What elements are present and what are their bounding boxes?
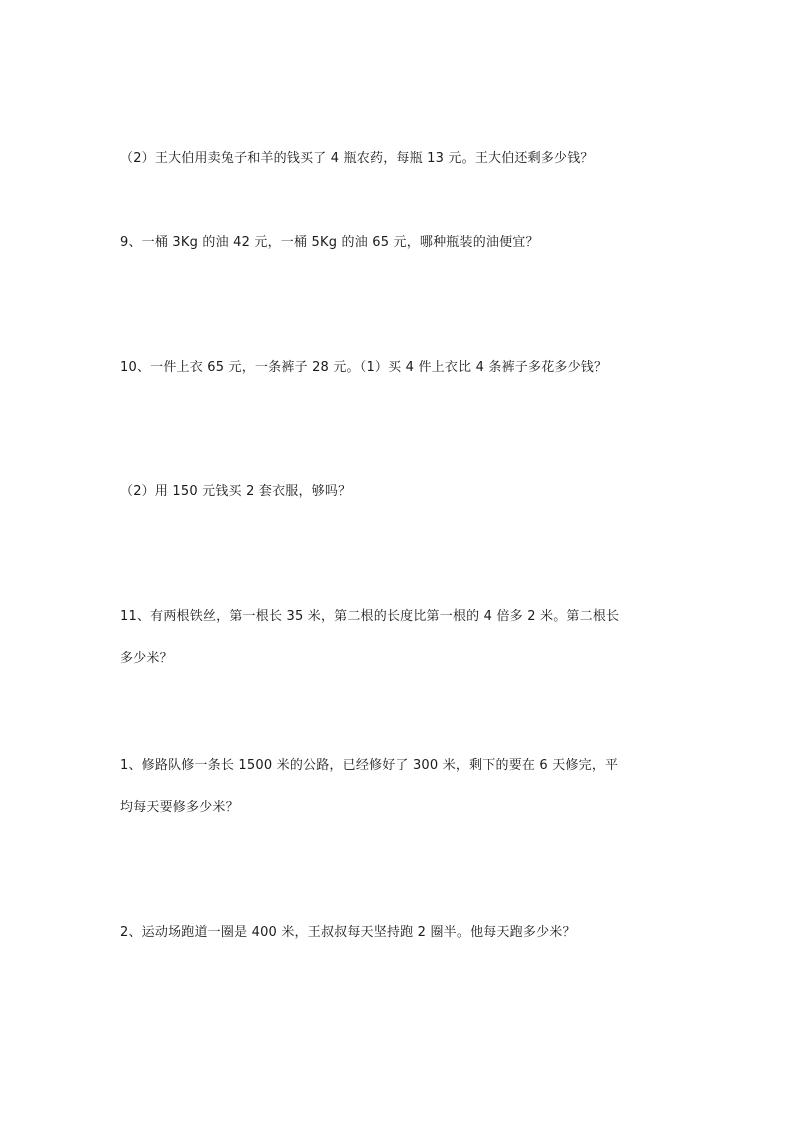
problem-1-line-1: 1、修路队修一条长 1500 米的公路，已经修好了 300 米，剩下的要在 6 天修完，平 xyxy=(120,758,619,773)
question-11-line-1: 11、有两根铁丝，第一根长 35 米，第二根的长度比第一根的 4 倍多 2 米。第二根长 xyxy=(120,609,620,624)
problem-2: 2、运动场跑道一圈是 400 米，王叔叔每天坚持跑 2 圈半。他每天跑多少米？ xyxy=(120,925,576,940)
question-9: 9、一桶 3Kg 的油 42 元，一桶 5Kg 的油 65 元，哪种瓶装的油便宜？ xyxy=(120,235,539,250)
question-8-part-2: （2）王大伯用卖兔子和羊的钱买了 4 瓶农药，每瓶 13 元。王大伯还剩多少钱？ xyxy=(120,151,594,166)
problem-1-line-2: 均每天要修多少米？ xyxy=(120,800,239,815)
question-10-part-1: 10、一件上衣 65 元，一条裤子 28 元。（1）买 4 件上衣比 4 条裤子多花多少钱？ xyxy=(120,360,608,375)
question-11-line-2: 多少米？ xyxy=(120,651,173,666)
question-10-part-2: （2）用 150 元钱买 2 套衣服，够吗？ xyxy=(120,484,352,499)
